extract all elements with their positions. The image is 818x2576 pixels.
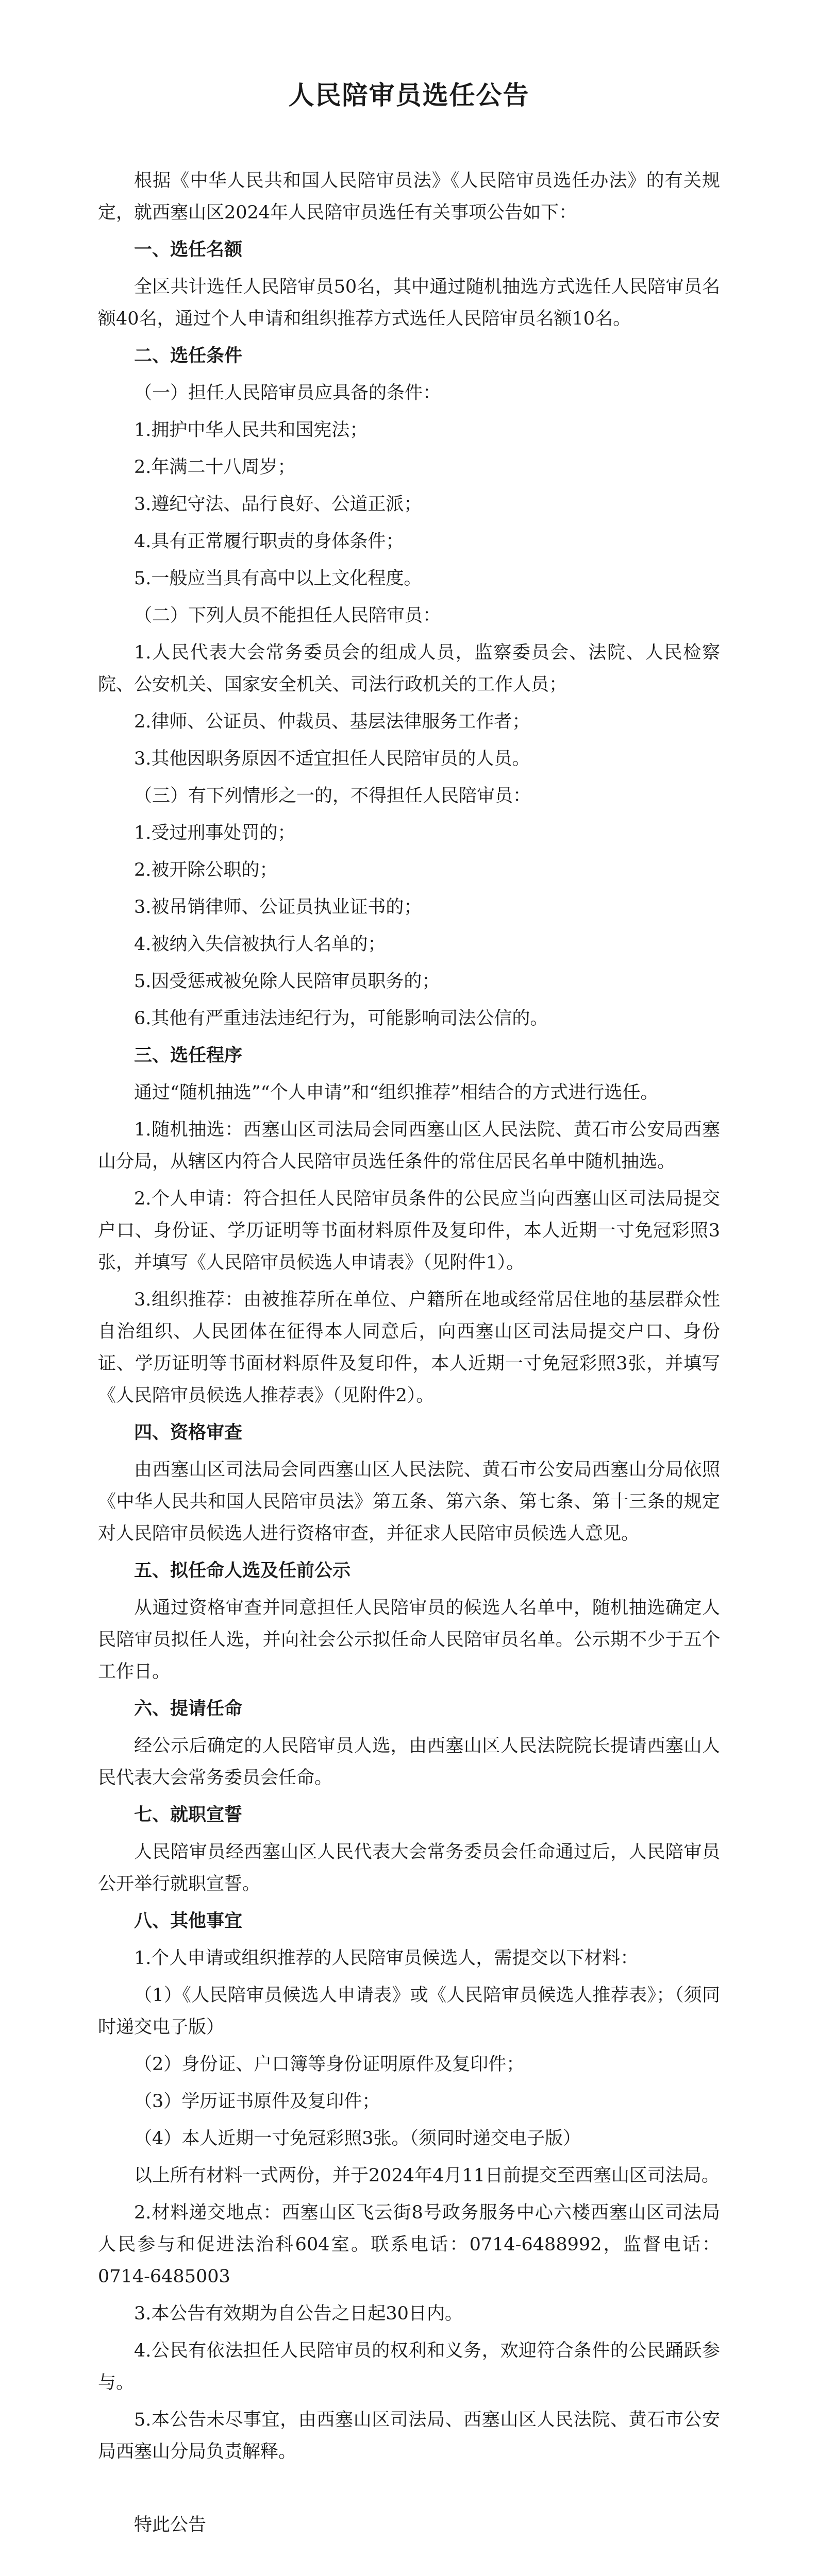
list-item: 3.其他因职务原因不适宜担任人民陪审员的人员。 — [134, 749, 530, 769]
list-item: 5.因受惩戒被免除人民陪审员职务的； — [134, 971, 440, 992]
list-item: 1.随机抽选：西塞山区司法局会同西塞山区人民法院、黄石市公安局西塞山分局，从辖区内符合人民陪审员选任条件的常住居民名单中随机抽选。 — [98, 1120, 720, 1172]
list-item: （4）本人近期一寸免冠彩照3张。（须同时递交电子版） — [134, 2128, 581, 2149]
page-title: 人民陪审员选任公告 — [288, 80, 530, 110]
list-item: 3.遵纪守法、品行良好、公道正派； — [134, 494, 422, 515]
list-item: 3.被吊销律师、公证员执业证书的； — [134, 897, 422, 918]
list-item: 2.律师、公证员、仲裁员、基层法律服务工作者； — [134, 711, 530, 732]
section-7-heading: 七、就职宣誓 — [134, 1804, 243, 1825]
list-item: 3.组织推荐：由被推荐所在单位、户籍所在地或经常居住地的基层群众性自治组织、人民团体在征得本人同意后，向西塞山区司法局提交户口、身份证、学历证明等书面材料原件及复印件，本人近期一寸免冠彩照3张，并填写《人民陪审员候选人推荐表》（见附件2）。 — [98, 1290, 720, 1406]
section-2-sub2: （二）下列人员不能担任人民陪审员： — [134, 605, 441, 626]
list-item: 1.人民代表大会常务委员会的组成人员，监察委员会、法院、人民检察院、公安机关、国家安全机关、司法行政机关的工作人员； — [98, 642, 720, 695]
section-1-text: 全区共计选任人民陪审员50名，其中通过随机抽选方式选任人民陪审员名额40名，通过个人申请和组织推荐方式选任人民陪审员名额10名。 — [98, 277, 720, 329]
list-item: 1.受过刑事处罚的； — [134, 823, 296, 843]
list-item: 4.被纳入失信被执行人名单的； — [134, 934, 386, 955]
list-item: 5.本公告未尽事宜，由西塞山区司法局、西塞山区人民法院、黄石市公安局西塞山分局负责解释。 — [98, 2410, 720, 2462]
closing-text: 特此公告 — [134, 2515, 207, 2535]
list-item: 1.拥护中华人民共和国宪法； — [134, 420, 368, 440]
section-4-text: 由西塞山区司法局会同西塞山区人民法院、黄石市公安局西塞山分局依照《中华人民共和国人民陪审员法》第五条、第六条、第七条、第十三条的规定对人民陪审员候选人进行资格审查，并征求人民陪审员候选人意见。 — [98, 1460, 720, 1544]
list-item: 1.个人申请或组织推荐的人民陪审员候选人，需提交以下材料： — [134, 1948, 639, 1969]
section-2-sub1: （一）担任人民陪审员应具备的条件： — [134, 383, 441, 403]
list-item: 2.年满二十八周岁； — [134, 457, 296, 478]
list-item: 2.个人申请：符合担任人民陪审员条件的公民应当向西塞山区司法局提交户口、身份证、学历证明等书面材料原件及复印件，本人近期一寸免冠彩照3张，并填写《人民陪审员候选人申请表》（见附件1）。 — [98, 1189, 720, 1273]
list-item: （2）身份证、户口簿等身份证明原件及复印件； — [134, 2054, 525, 2075]
section-2-sub3: （三）有下列情形之一的，不得担任人民陪审员： — [134, 786, 531, 806]
section-5-text: 从通过资格审查并同意担任人民陪审员的候选人名单中，随机抽选确定人民陪审员拟任人选，并向社会公示拟任命人民陪审员名单。公示期不少于五个工作日。 — [98, 1598, 720, 1682]
list-item: 5.一般应当具有高中以上文化程度。 — [134, 568, 422, 589]
section-6-text: 经公示后确定的人民陪审员人选，由西塞山区人民法院院长提请西塞山人民代表大会常务委员会任命。 — [98, 1736, 720, 1788]
section-2-heading: 二、选任条件 — [134, 345, 243, 366]
list-item: 4.公民有依法担任人民陪审员的权利和义务，欢迎符合条件的公民踊跃参与。 — [98, 2341, 720, 2393]
section-6-heading: 六、提请任命 — [134, 1698, 243, 1719]
list-item: （1）《人民陪审员候选人申请表》或《人民陪审员候选人推荐表》；（须同时递交电子版） — [98, 1985, 720, 2038]
section-5-heading: 五、拟任命人选及任前公示 — [134, 1560, 351, 1581]
section-3-heading: 三、选任程序 — [134, 1045, 243, 1066]
section-1-heading: 一、选任名额 — [134, 239, 243, 260]
section-8-heading: 八、其他事宜 — [134, 1910, 243, 1931]
list-item: 以上所有材料一式两份，并于2024年4月11日前提交至西塞山区司法局。 — [134, 2165, 720, 2186]
list-item: 2.被开除公职的； — [134, 860, 278, 880]
section-4-heading: 四、资格审查 — [134, 1422, 243, 1443]
list-item: （3）学历证书原件及复印件； — [134, 2091, 380, 2112]
list-item: 4.具有正常履行职责的身体条件； — [134, 531, 404, 552]
list-item: 3.本公告有效期为自公告之日起30日内。 — [134, 2303, 463, 2324]
intro-paragraph: 根据《中华人民共和国人民陪审员法》《人民陪审员选任办法》的有关规定，就西塞山区2024年人民陪审员选任有关事项公告如下： — [98, 171, 720, 223]
list-item: 6.其他有严重违法违纪行为，可能影响司法公信的。 — [134, 1008, 548, 1029]
list-item: 2.材料递交地点：西塞山区飞云街8号政务服务中心六楼西塞山区司法局人民参与和促进法治科604室。联系电话：0714-6488992，监督电话：0714-6485003 — [98, 2202, 720, 2287]
section-7-text: 人民陪审员经西塞山区人民代表大会常务委员会任命通过后，人民陪审员公开举行就职宣誓。 — [98, 1842, 720, 1894]
section-3-text: 通过“随机抽选”“个人申请”和“组织推荐”相结合的方式进行选任。 — [134, 1082, 659, 1103]
